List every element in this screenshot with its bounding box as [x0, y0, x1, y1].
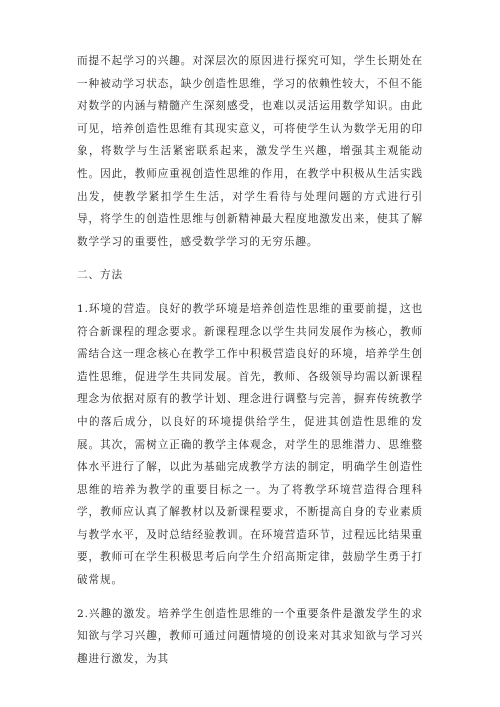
intro-paragraph: 而提不起学习的兴趣。对深层次的原因进行探究可知，学生长期处在一种被动学习状态，缺少创造性思维，学习的依赖性较大，不但不能对数学的内涵与精髓产生深刻感受，也难以灵活运用数学知识。由此可见，培养创造性思维有其现实意义，可将使学生认为数学无用的印象，将数学与生活紧密联系起来，激发学生兴趣，增强其主观能动性。因此，教师应重视创造性思维的作用，在教学中积极从生活实践出发，使教学紧扣学生生活，对学生看待与处理问题的方式进行引导，将学生的创造性思维与创新精神最大程度地激发出来，使其了解数学学习的重要性，感受数学学习的无穷乐趣。 [77, 55, 423, 248]
interest-paragraph: 2.兴趣的激发。培养学生创造性思维的一个重要条件是激发学生的求知欲与学习兴趣，教师可通过问题情境的创设来对其求知欲与学习兴趣进行激发，为其 [77, 607, 423, 665]
environment-paragraph: 1.环境的营造。良好的教学环境是培养创造性思维的重要前提，这也符合新课程的理念要求。新课程理念以学生共同发展作为核心，教师需结合这一理念核心在教学工作中积极营造良好的环境，培养学生创造性思维，促进学生共同发展。首先，教师、各级领导均需以新课程理念为依据对原有的教学计划、理念进行调整与完善，摒弃传统教学中的落后成分，以良好的环境提供给学生，促进其创造性思维的发展。其次，需树立正确的教学主体观念，对学生的思维潜力、思维整体水平进行了解，以此为基础完成教学方法的制定，明确学生创造性思维的培养为教学的重要目标之一。为了将教学环境营造得合理科学，教师应认真了解教材以及新课程要求，不断提高自身的专业素质与教学水平，及时总结经验教训。在环境营造环节，过程远比结果重要，教师可在学生积极思考后向学生介绍高斯定律，鼓励学生勇于打破常规。 [77, 302, 423, 587]
section-heading: 二、方法 [77, 269, 123, 282]
document-body [77, 50, 423, 681]
